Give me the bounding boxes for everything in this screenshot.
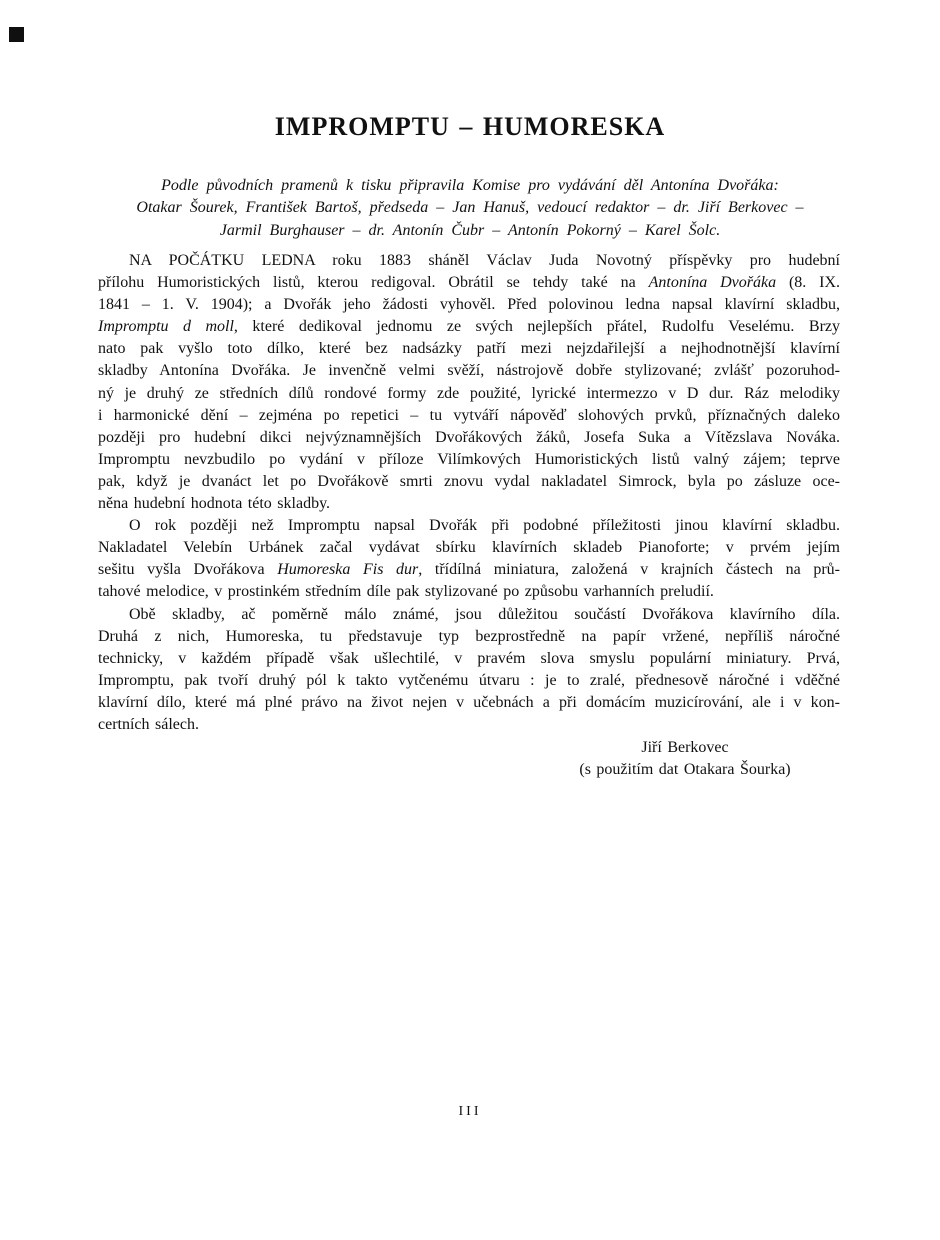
text-segment: Impromptu, pak tvoří druhý pól k takto vytčenému útvaru : je to zralé, přednesově náročné i vděčné: [98, 671, 840, 689]
text-segment: ný je druhý ze středních dílů rondové formy zde použité, lyrické intermezzo v D dur. Ráz melodiky: [98, 384, 840, 402]
text-segment: skladby Antonína Dvořáka. Je invenčně velmi svěží, nástrojově dobře stylizované; zvlášť pozoruhod-: [98, 362, 840, 380]
editorial-note-line: Podle původních pramenů k tisku připravila Komise pro vydávání děl Antonína Dvořáka:: [161, 177, 779, 194]
italic-text-segment: Impromptu d moll: [98, 318, 234, 336]
editorial-note-line: Jarmil Burghauser – dr. Antonín Čubr – Antonín Pokorný – Karel Šolc.: [219, 221, 721, 239]
body-text: [98, 250, 840, 780]
text-line: [98, 449, 840, 471]
text-line: [98, 515, 840, 537]
text-segment: i harmonické dění – zejména po repetici – tu vytváří nápověď slohových prvků, příznačných daleko: [98, 406, 840, 424]
text-line: [98, 338, 840, 360]
text-line: [98, 670, 840, 692]
italic-text-segment: Antonína Dvořáka: [648, 274, 777, 292]
text-segment: technicky, v každém případě však ušlechtilé, v pravém slova smyslu populární miniatury. Prvá,: [98, 649, 840, 667]
signature-block: [530, 737, 840, 780]
text-line: [98, 427, 840, 449]
text-line: [98, 383, 840, 405]
text-segment: Impromptu nevzbudilo po vydání v příloze Vilímkových Humoristických listů valný zájem; teprve: [98, 450, 840, 468]
text-segment: , které dedikoval jednomu ze svých nejlepších přátel, Rudolfu Veselému. Brzy: [233, 318, 841, 336]
corner-mark: [9, 27, 24, 42]
text-segment: 1841 – 1. V. 1904); a Dvořák jeho žádosti vyhověl. Před polovinou ledna napsal klavírní skladbu,: [98, 296, 840, 314]
text-line: [98, 493, 840, 515]
text-segment: NA POČÁTKU LEDNA roku 1883 sháněl Václav Juda Novotný příspěvky pro hudební: [129, 252, 840, 269]
text-segment: certních sálech.: [98, 715, 199, 733]
text-line: [98, 294, 840, 316]
text-line: [98, 316, 840, 338]
editorial-note: [90, 175, 850, 242]
signature-name: Jiří Berkovec: [641, 739, 729, 757]
text-line: [98, 471, 840, 493]
text-segment: nato pak vyšlo toto dílko, které bez nadsázky patří mezi nejzdařilejší a nejhodnotnější klavírní: [98, 340, 840, 358]
paragraph: [98, 604, 840, 737]
paragraph: [98, 250, 840, 515]
text-line: [98, 405, 840, 427]
text-line: [98, 581, 840, 603]
text-line: [98, 250, 840, 272]
text-segment: Nakladatel Velebín Urbánek začal vydávat sbírku klavírních skladeb Pianoforte; v prvém jejím: [98, 539, 840, 557]
text-segment: Druhá z nich, Humoreska, tu představuje typ bezprostředně na papír vržené, nepříliš náročné: [98, 627, 840, 645]
text-segment: tahové melodice, v prostinkém středním díle pak stylizované po způsobu varhanních preludií.: [98, 583, 714, 601]
italic-text-segment: Humoreska Fis dur: [277, 561, 419, 579]
text-line: [98, 626, 840, 648]
text-line: [98, 604, 840, 626]
page-number: III: [458, 1104, 482, 1119]
text-segment: Obě skladby, ač poměrně málo známé, jsou důležitou součástí Dvořákova klavírního díla.: [129, 605, 840, 623]
editorial-note-line: Otakar Šourek, František Bartoš, předseda – Jan Hanuš, vedoucí redaktor – dr. Jiří Berkovec –: [136, 199, 804, 217]
text-line: [98, 360, 840, 382]
text-line: [98, 537, 840, 559]
signature-note: (s použitím dat Otakara Šourka): [579, 760, 791, 778]
text-segment: později pro hudební dikci nejvýznamnějších Dvořákových žáků, Josefa Suka a Vítězslava Nováka.: [98, 428, 840, 446]
text-line: [98, 714, 840, 736]
text-segment: , třídílná miniatura, založená v krajních částech na prů-: [418, 561, 841, 579]
text-segment: (8. IX.: [776, 274, 840, 292]
paragraph: [98, 515, 840, 603]
page-title: IMPROMPTU – HUMORESKA: [274, 112, 666, 141]
text-segment: něna hudební hodnota této skladby.: [98, 495, 331, 513]
text-line: [98, 648, 840, 670]
text-line: [98, 692, 840, 714]
text-segment: klavírní dílo, které má plné právo na život nejen v učebnách a při domácím muzicírování, ale i v kon-: [98, 693, 840, 711]
text-segment: O rok později než Impromptu napsal Dvořák při podobné příležitosti jinou klavírní skladbu.: [129, 517, 840, 535]
text-segment: pak, když je dvanáct let po Dvořákově smrti znovu vydal nakladatel Simrock, byla po zásluze oce-: [98, 472, 840, 490]
text-segment: přílohu Humoristických listů, kterou redigoval. Obrátil se tehdy také na: [98, 274, 649, 292]
text-line: [98, 559, 840, 581]
text-segment: sešitu vyšla Dvořákova: [98, 561, 278, 579]
text-line: [98, 272, 840, 294]
